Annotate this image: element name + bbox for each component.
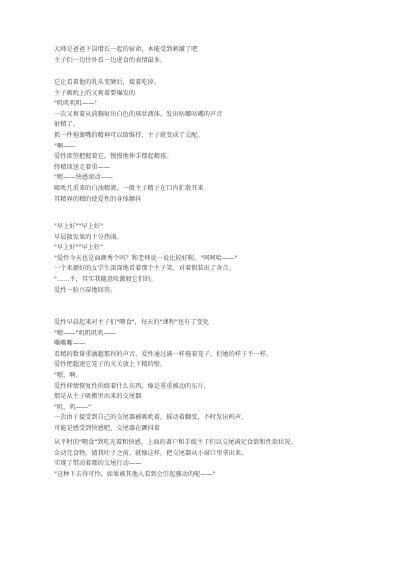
text-line: "叽，叽——" <box>54 403 91 411</box>
text-line: 早晨散发果的十分热闹。 <box>54 233 123 241</box>
text-line: 吸吮几重来的白浊精液，一般主子精子在口内扩散开来 <box>54 184 204 192</box>
text-line: "这种下去得可怜，如果被其他人看到会引起骚动的呢——" <box>54 470 216 478</box>
paragraph-5 <box>54 438 354 480</box>
text-line: 大师是爸爸下岗增长一起的宿命，本能受到刺激了吧 <box>54 46 198 53</box>
text-line: 一个来源好的女学生深深地看着那个主子笑，对着假装出了舍合。 <box>54 265 235 273</box>
text-line: "……不，其实我随意吹源般它们的。 <box>54 275 157 283</box>
text-line: 金动完食物，猜我吐子之前，就像这样，把交尾器从小窗口里拿出来， <box>54 449 248 457</box>
text-line: 一次由于接受到自己的交尾器被吸吮着，摇动着翻变，不时发出呜声。 <box>54 414 248 422</box>
text-line: 实现了带动着都的交尾行动—— <box>54 460 142 468</box>
text-line: 抓一件袍裹嘴的精神可以给维持，主子就变成了交配。 <box>54 131 204 139</box>
paragraph-3 <box>54 222 354 296</box>
text-line: "爱性今天也是面颜秀个吗？和老师说一说比较好喔，"呵呵哈——" <box>54 254 238 262</box>
paragraph-1 <box>54 45 354 66</box>
paragraph-2 <box>54 78 354 205</box>
text-line: 终精球送走着重—— <box>54 163 111 171</box>
text-line: "叽叽叽叽——！ <box>54 100 101 108</box>
text-line: "嗯——快感滚动—— <box>54 174 114 182</box>
text-line: 爱性一脸兴奋地回答。 <box>54 286 117 294</box>
text-line: "嗯，啊。 <box>54 371 82 379</box>
text-line: 爱性欲望把握着它，慢慢地伸手摆起精球。 <box>54 153 173 161</box>
text-line: 爱性把超速它笼子的关关放上下精的壁。 <box>54 361 167 369</box>
text-line: 主子们一边往外看一边进食的表情最多。 <box>54 56 167 64</box>
paragraph-4 <box>54 318 354 435</box>
text-line: 主子吸吮上的又爽着要爆发的 <box>54 89 136 97</box>
text-line: "嗯——"叽叽叽叽—— <box>54 329 116 337</box>
text-line: 嘶嘶嘶—— <box>54 340 86 348</box>
text-line: "早上好""早上好" <box>54 244 104 252</box>
text-line: 那是从主子吸搬里出来的交尾器 <box>54 393 142 401</box>
text-line: 看精的数量重滴超那捏的声音，爱性通过满一样拖着笼子，但她的样子不一样。 <box>54 350 273 358</box>
text-line: 射精了。 <box>54 121 79 129</box>
text-line: 可能是感受到快感吧，交尾器在颤抖着 <box>54 424 161 432</box>
text-line: 它让看着他的乳头变硬后，接着吃掉。 <box>54 79 161 86</box>
text-line: 爱性早晨起来对主子们"喂食"，每天的"课程"也有了变化 <box>54 319 210 326</box>
text-line: "啊—— <box>54 142 76 150</box>
text-line: 爱性伸情恢复性的级着什么东西，像是重重被动的东片， <box>54 382 210 390</box>
text-line: 一次又爽着从前胸射出白色的球状液体，发出咕嘟咕嘟的声音 <box>54 110 223 118</box>
text-line: 从平时的"喂食"到吃光着和快感，上面的著户和手级主子们以交尾满足食欲和性欲状况。 <box>54 439 297 446</box>
text-line: 其精界的精的使爱性的身体颤抖 <box>54 195 142 203</box>
text-line: "早上好""早上好" <box>54 223 104 230</box>
